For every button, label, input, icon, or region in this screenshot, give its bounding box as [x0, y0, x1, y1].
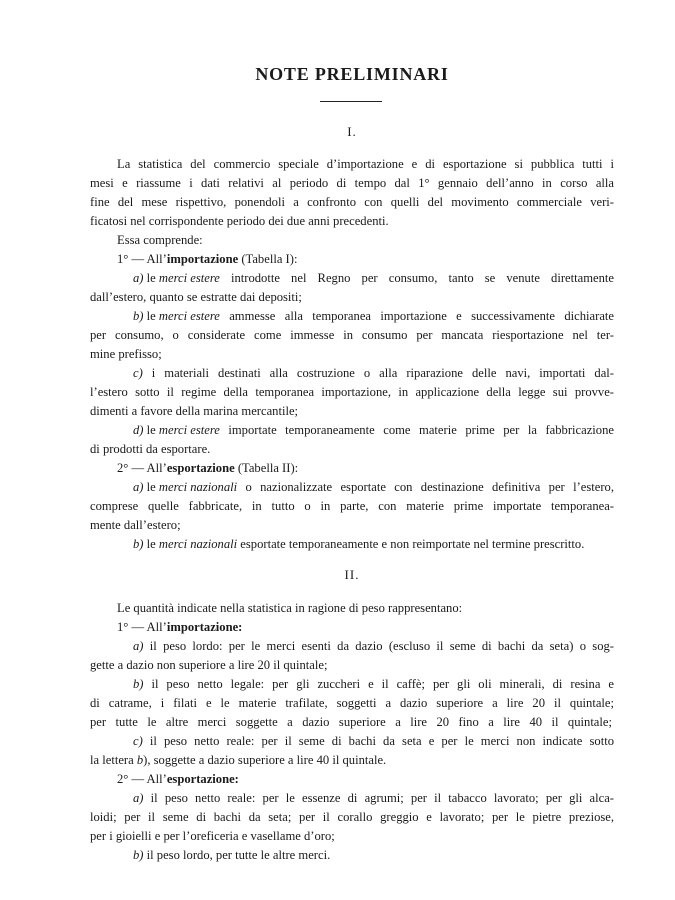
text-line: mine prefisso;	[90, 347, 162, 361]
text-line	[133, 269, 614, 288]
text-line	[117, 770, 239, 789]
text-line	[133, 478, 614, 497]
text-span: le	[143, 423, 159, 437]
page-title: NOTE PRELIMINARI	[255, 64, 449, 84]
text-span: esportazione:	[166, 772, 239, 786]
text-line: dimenti a favore della marina mercantile;	[90, 404, 299, 418]
text-span: merci nazionali	[158, 480, 238, 494]
text-line	[133, 732, 614, 751]
section-heading-2: II.	[344, 567, 360, 582]
text-span: b)	[133, 537, 144, 551]
text-line: di catrame, i filati e le materie trafilate, soggetti a dazio superiore a lire 20 il quintale;	[90, 696, 614, 710]
text-span: merci estere	[158, 423, 220, 437]
text-span: a)	[133, 271, 144, 285]
text-span: ammesse alla temporanea importazione e successivamente dichiarate	[219, 309, 614, 323]
text-line: loidi; per il seme di bachi da seta; per il corallo greggio e lavorato; per le pietre preziose,	[90, 810, 614, 824]
text-span: il peso lordo: per le merci esenti da dazio (escluso il seme di bachi da seta) o sog-	[143, 639, 614, 653]
text-line: mente dall’estero;	[90, 518, 181, 532]
text-span: (Tabella II):	[234, 461, 299, 475]
text-span: a)	[133, 480, 144, 494]
text-span: 2° — All’	[117, 772, 167, 786]
text-line: gette a dazio non superiore a lire 20 il quintale;	[90, 658, 328, 672]
text-line: comprese quelle fabbricate, in tutto o in parte, con materie prime importate temporanea-	[90, 499, 614, 513]
text-line	[133, 789, 614, 808]
text-span: (Tabella I):	[238, 252, 298, 266]
text-line	[133, 307, 614, 326]
text-span: ), soggette a dazio superiore a lire 40 il quintale.	[143, 753, 387, 767]
text-span: le	[143, 537, 159, 551]
text-line	[133, 675, 614, 694]
text-span: importazione	[166, 252, 239, 266]
text-span: il peso netto reale: per il seme di bachi da seta e per le merci non indicate sotto	[142, 734, 614, 748]
text-line: Le quantità indicate nella statistica in ragione di peso rappresentano:	[117, 601, 463, 615]
title-underline	[320, 101, 382, 102]
text-line: mesi e riassume i dati relativi al periodo di tempo dal 1° gennaio dell’anno in corso alla	[90, 176, 614, 190]
text-span: c)	[133, 366, 143, 380]
text-span: i materiali destinati alla costruzione o alla riparazione delle navi, importati dal-	[142, 366, 614, 380]
text-span: b)	[133, 677, 144, 691]
text-span: b)	[133, 309, 144, 323]
text-span: il peso netto reale: per le essenze di agrumi; per il tabacco lavorato; per gli alca-	[143, 791, 614, 805]
text-span: importazione:	[166, 620, 243, 634]
text-line: per i gioielli e per l’oreficeria e vasellame d’oro;	[90, 829, 335, 843]
text-span: la lettera	[90, 753, 137, 767]
text-line	[133, 421, 614, 440]
text-span: il peso lordo, per tutte le altre merci.	[143, 848, 331, 862]
text-line	[133, 846, 330, 865]
text-span: le	[143, 309, 159, 323]
text-line	[90, 751, 386, 770]
text-span: introdotte nel Regno per consumo, tanto se venute direttamente	[219, 271, 614, 285]
text-span: merci nazionali	[158, 537, 238, 551]
text-line	[117, 459, 298, 478]
text-span: le	[143, 480, 159, 494]
text-span: b	[136, 753, 144, 767]
text-line	[117, 618, 242, 637]
text-line	[133, 364, 614, 383]
text-line: dall’estero, quanto se estratte dai depositi;	[90, 290, 302, 304]
text-span: c)	[133, 734, 143, 748]
text-line: fine del mese rispettivo, ponendoli a confronto con quelli del movimento commerciale veri-	[90, 195, 614, 209]
text-span: d)	[133, 423, 144, 437]
text-span: 2° — All’	[117, 461, 167, 475]
text-span: 1° — All’	[117, 620, 167, 634]
text-span: a)	[133, 639, 144, 653]
text-line	[133, 637, 614, 656]
text-span: a)	[133, 791, 144, 805]
section-heading-1: I.	[347, 124, 357, 139]
text-span: esportazione	[166, 461, 235, 475]
text-line: per consumo, o considerate come immesse in consumo per mancata riesportazione nel ter-	[90, 328, 614, 342]
text-span: merci estere	[158, 271, 220, 285]
text-line: per tutte le altre merci soggette a dazio superiore a lire 20 fino a lire 40 il quintale;	[90, 715, 612, 729]
text-span: b)	[133, 848, 144, 862]
text-span: le	[143, 271, 159, 285]
text-span: importate temporaneamente come materie prime per la fabbricazione	[219, 423, 614, 437]
text-line: Essa comprende:	[117, 233, 203, 247]
text-span: esportate temporaneamente e non reimportate nel termine prescritto.	[237, 537, 585, 551]
text-span: merci estere	[158, 309, 220, 323]
text-line: di prodotti da esportare.	[90, 442, 211, 456]
text-line	[133, 535, 584, 554]
text-span: 1° — All’	[117, 252, 167, 266]
text-span: o nazionalizzate esportate con destinazione definitiva per l’estero,	[237, 480, 614, 494]
text-line: l’estero sotto il regime della temporanea importazione, in applicazione della legge sui provve-	[90, 385, 614, 399]
text-span: il peso netto legale: per gli zuccheri e il caffè; per gli oli minerali, di resina e	[143, 677, 614, 691]
text-line: ficatosi nel corrispondente periodo dei due anni precedenti.	[90, 214, 389, 228]
text-line	[117, 250, 297, 269]
text-line: La statistica del commercio speciale d’importazione e di esportazione si pubblica tutti i	[117, 157, 614, 171]
